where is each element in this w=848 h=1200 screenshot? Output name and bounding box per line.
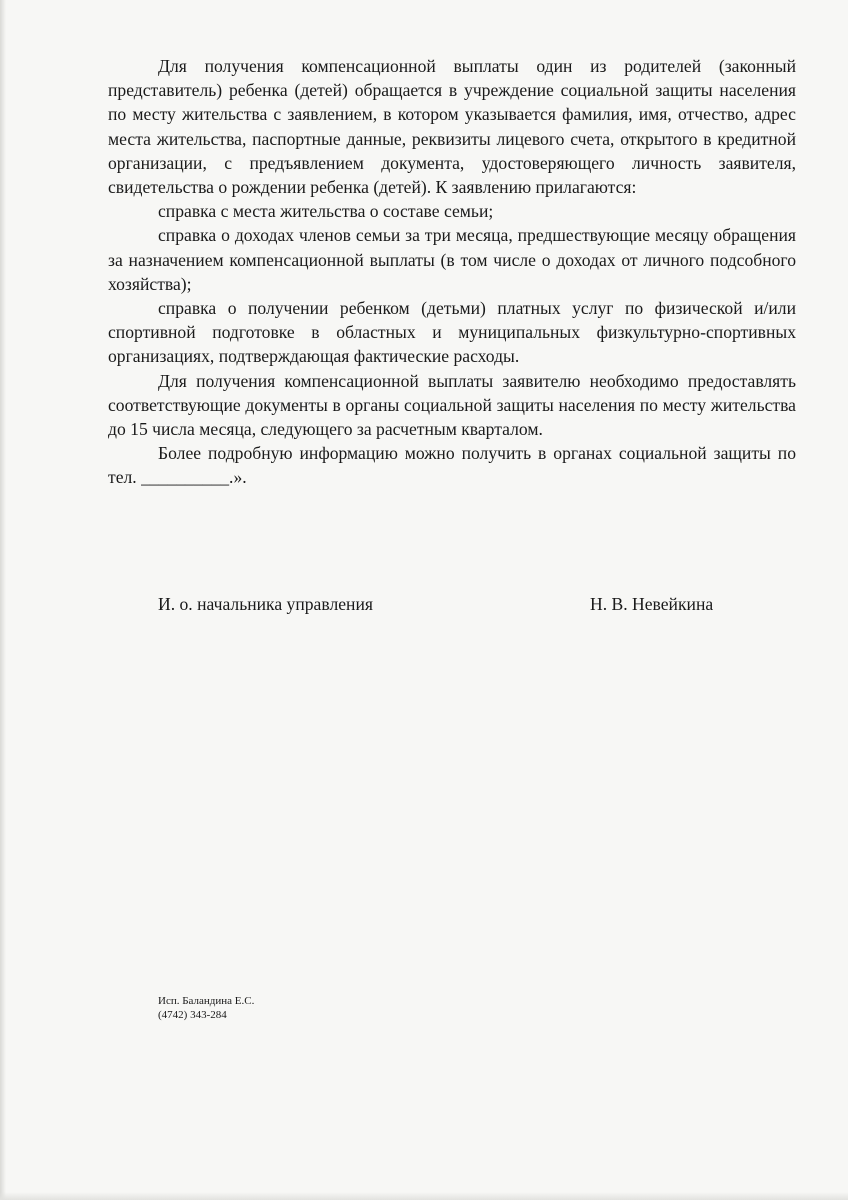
paragraph-application-procedure: Для получения компенсационной выплаты один из родителей (законный представитель) ребенка (детей) обращается в учреждение социальной защиты населения по месту жительства с заявлением, в котором указывается фамилия, имя, отчество, адрес места жительства, паспортные данные, реквизиты лицевого счета, открытого в кредитной организации, с предъявлением документа, удостоверяющего личность заявителя, свидетельства о рождении ребенка (детей). К заявлению прилагаются: [108, 56, 796, 198]
signatory-name: Н. В. Невейкина [590, 594, 714, 614]
paragraph-family-composition-certificate: справка с места жительства о составе семьи; [158, 201, 494, 222]
executor-block [158, 994, 254, 1022]
paragraph-submission-deadline: Для получения компенсационной выплаты заявителю необходимо предоставлять соответствующие документы в органы социальной защиты населения по месту жительства до 15 числа месяца, следующего за расчетным кварталом. [108, 370, 796, 440]
executor-name: Исп. Баландина Е.С. [158, 995, 255, 1007]
signature-block [158, 594, 758, 620]
paragraph-income-certificate: справка о доходах членов семьи за три месяца, предшествующие месяцу обращения за назначением компенсационной выплаты (в том числе о доходах от личного подсобного хозяйства); [108, 225, 796, 294]
document-body [108, 54, 796, 490]
executor-phone: (4742) 343-284 [158, 1009, 227, 1021]
paragraph-more-information: Более подробную информацию можно получить в органах социальной защиты по тел. __________.». [108, 443, 796, 488]
signatory-position: И. о. начальника управления [158, 594, 373, 614]
paragraph-paid-services-certificate: справка о получении ребенком (детьми) платных услуг по физической и/или спортивной подготовке в областных и муниципальных физкультурно-спортивных организациях, подтверждающая фактические расходы. [108, 298, 796, 367]
scan-edge-left [0, 0, 6, 1200]
scan-edge-bottom [0, 1192, 848, 1200]
